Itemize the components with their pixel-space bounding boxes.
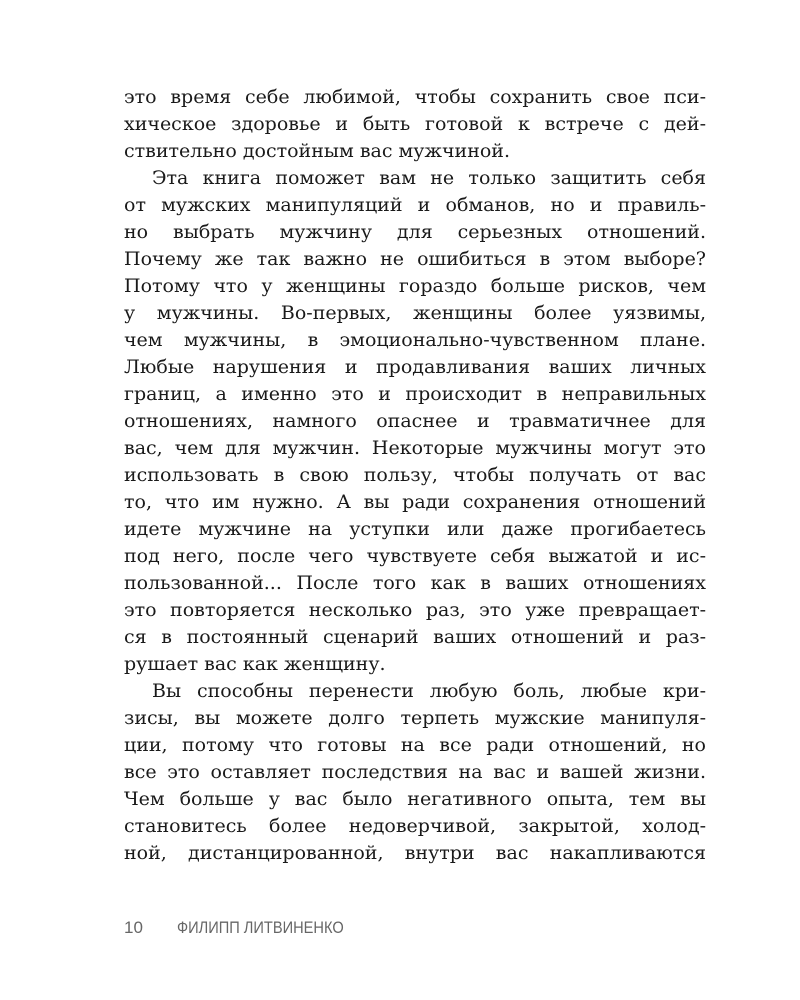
text-line: становитесь более недоверчивой, закрытой, холод- bbox=[124, 815, 706, 837]
text-line: то, что им нужно. А вы ради сохранения отношений bbox=[124, 491, 706, 513]
text-line: пользованной... После того как в ваших отношениях bbox=[124, 572, 706, 594]
text-line: рушает вас как женщину. bbox=[124, 653, 386, 675]
body-text bbox=[124, 84, 706, 867]
text-line: ся в постоянный сценарий ваших отношений и раз- bbox=[124, 626, 706, 648]
text-line: использовать в свою пользу, чтобы получать от вас bbox=[124, 464, 706, 486]
text-line: ной, дистанцированной, внутри вас накапливаются bbox=[124, 842, 706, 864]
text-line: идете мужчине на уступки или даже прогибаетесь bbox=[124, 518, 706, 540]
page-number: 10 bbox=[124, 918, 143, 937]
text-line: зисы, вы можете долго терпеть мужские манипуля- bbox=[124, 707, 706, 729]
text-line: чем мужчины, в эмоционально-чувственном плане. bbox=[124, 329, 706, 351]
text-line: отношениях, намного опаснее и травматичнее для bbox=[124, 410, 706, 432]
text-line: вас, чем для мужчин. Некоторые мужчины могут это bbox=[124, 437, 706, 459]
text-line: границ, а именно это и происходит в неправильных bbox=[124, 383, 706, 405]
text-line: это повторяется несколько раз, это уже превращает- bbox=[124, 599, 706, 621]
text-line: все это оставляет последствия на вас и вашей жизни. bbox=[124, 761, 706, 783]
text-line: но выбрать мужчину для серьезных отношений. bbox=[124, 221, 706, 243]
text-line: ствительно достойным вас мужчиной. bbox=[124, 140, 510, 162]
text-line: Чем больше у вас было негативного опыта, тем вы bbox=[124, 788, 706, 810]
text-line: это время себе любимой, чтобы сохранить свое пси- bbox=[124, 86, 706, 108]
text-line: Потому что у женщины гораздо больше рисков, чем bbox=[124, 275, 706, 297]
text-line: Эта книга поможет вам не только защитить себя bbox=[152, 167, 706, 189]
text-line: Вы способны перенести любую боль, любые кри- bbox=[152, 680, 706, 702]
page-footer bbox=[124, 918, 371, 938]
text-line: хическое здоровье и быть готовой к встрече с дей- bbox=[124, 113, 706, 135]
text-line: Почему же так важно не ошибиться в этом выборе? bbox=[124, 248, 706, 270]
running-footer-author: ФИЛИПП ЛИТВИНЕНКО bbox=[176, 918, 344, 937]
text-line: под него, после чего чувствуете себя выжатой и ис- bbox=[124, 545, 706, 567]
text-line: от мужских манипуляций и обманов, но и правиль- bbox=[124, 194, 706, 216]
text-line: Любые нарушения и продавливания ваших личных bbox=[124, 356, 706, 378]
text-line: у мужчины. Во-первых, женщины более уязвимы, bbox=[124, 302, 706, 324]
text-line: ции, потому что готовы на все ради отношений, но bbox=[124, 734, 706, 756]
